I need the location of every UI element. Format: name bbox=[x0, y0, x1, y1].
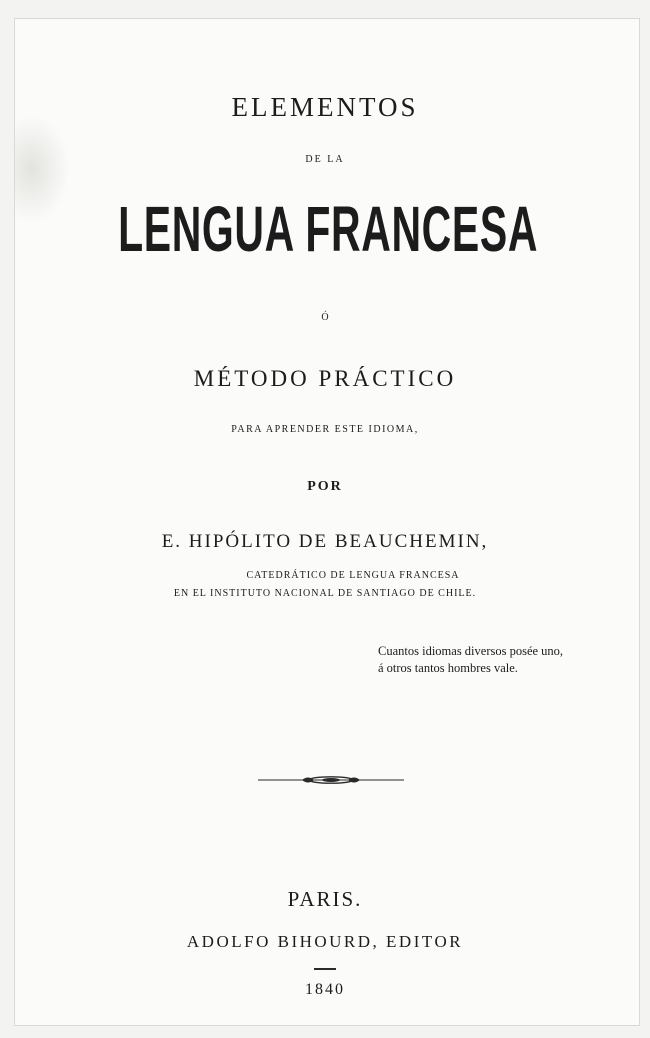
publisher-name: ADOLFO BIHOURD, EDITOR bbox=[186, 932, 464, 951]
book-subtitle: MÉTODO PRÁCTICO bbox=[193, 366, 457, 391]
paper-stain bbox=[15, 114, 70, 224]
book-title-elementos: ELEMENTOS bbox=[231, 92, 419, 122]
title-connector-de-la: DE LA bbox=[305, 154, 345, 165]
epigraph-line-1: Cuantos idiomas diversos posée uno, bbox=[378, 644, 564, 658]
publication-place: PARIS. bbox=[287, 887, 363, 911]
author-name: E. HIPÓLITO DE BEAUCHEMIN, bbox=[161, 531, 489, 552]
byline-por: POR bbox=[307, 479, 343, 494]
title-page bbox=[14, 18, 640, 1026]
epigraph bbox=[378, 643, 563, 677]
epigraph-line-2: á otros tantos hombres vale. bbox=[378, 661, 518, 675]
decorative-ornament bbox=[258, 772, 404, 788]
publication-year: 1840 bbox=[305, 981, 345, 998]
short-rule bbox=[314, 968, 336, 970]
author-credentials-line-2: EN EL INSTITUTO NACIONAL DE SANTIAGO DE CHILE. bbox=[173, 588, 477, 599]
title-connector-o: Ó bbox=[321, 312, 329, 323]
book-main-title: LENGUA FRANCESA bbox=[118, 193, 539, 265]
author-credentials-line-1: CATEDRÁTICO DE LENGUA FRANCESA bbox=[246, 570, 460, 581]
subtitle-purpose: PARA APRENDER ESTE IDIOMA, bbox=[231, 424, 419, 435]
